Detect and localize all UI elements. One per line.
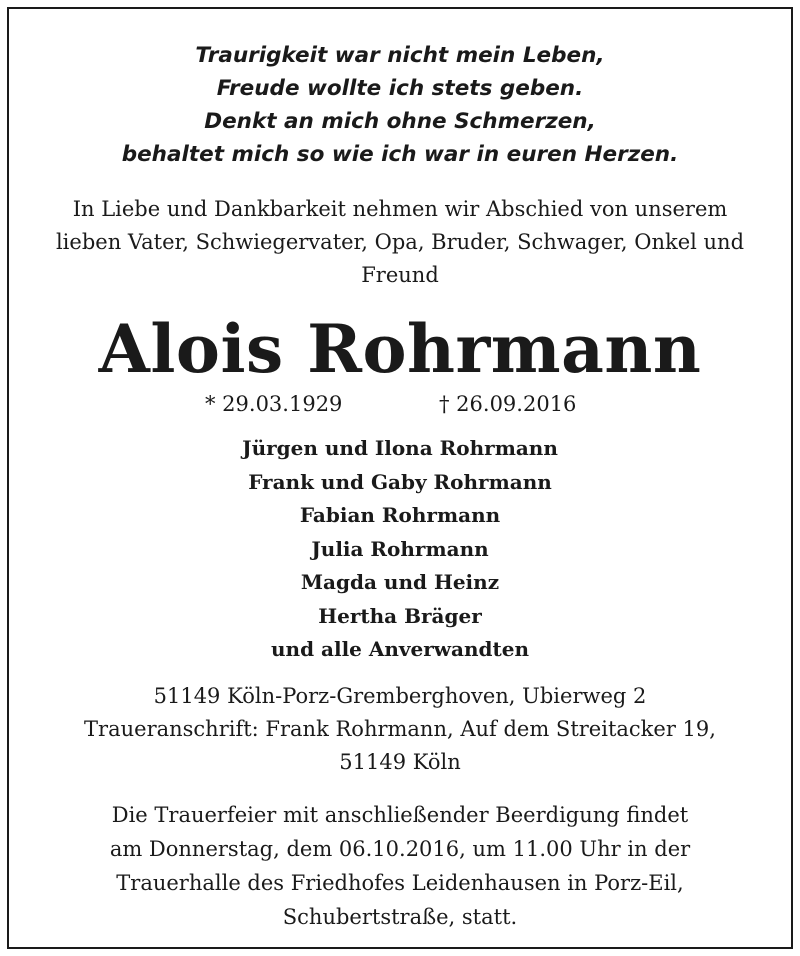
- memorial-verse: [9, 39, 791, 171]
- obituary-notice: [9, 9, 791, 947]
- verse-line: Denkt an mich ohne Schmerzen,: [204, 109, 596, 134]
- funeral-line: Trauerhalle des Friedhofes Leidenhausen in Porz-Eil,: [116, 871, 684, 895]
- mourner-entry: Jürgen und Ilona Rohrmann: [242, 436, 558, 460]
- mourner-entry: Frank und Gaby Rohrmann: [248, 469, 552, 494]
- funeral-line: Schubertstraße, statt.: [282, 905, 518, 929]
- mourner-entry: Hertha Bräger: [318, 603, 482, 628]
- mourner-entry: Magda und Heinz: [300, 570, 500, 594]
- mourner-entry: Fabian Rohrmann: [299, 503, 501, 527]
- farewell-intro: [9, 193, 791, 292]
- mourners-list: [9, 432, 791, 667]
- verse-line: behaltet mich so wie ich war in euren Herzen.: [121, 142, 679, 167]
- intro-line: Freund: [361, 263, 439, 287]
- death-date: † 26.09.2016: [439, 392, 577, 416]
- address-line: 51149 Köln-Porz-Gremberghoven, Ubierweg 2: [153, 684, 647, 708]
- obituary-border: [7, 7, 793, 949]
- mourner-entry: Julia Rohrmann: [311, 536, 489, 561]
- intro-line: lieben Vater, Schwiegervater, Opa, Bruder, Schwager, Onkel und: [55, 230, 745, 254]
- mourning-address: [9, 680, 791, 779]
- mourner-entry: und alle Anverwandten: [270, 637, 530, 661]
- verse-line: Traurigkeit war nicht mein Leben,: [195, 43, 605, 68]
- verse-line: Freude wollte ich stets geben.: [216, 76, 584, 101]
- funeral-line: am Donnerstag, dem 06.10.2016, um 11.00 Uhr in der: [109, 837, 691, 861]
- address-line: 51149 Köln: [339, 750, 461, 774]
- deceased-name: Alois Rohrmann: [98, 310, 702, 388]
- funeral-line: Die Trauerfeier mit anschließender Beerdigung findet: [111, 803, 689, 827]
- funeral-details: [9, 798, 791, 934]
- intro-line: In Liebe und Dankbarkeit nehmen wir Abschied von unserem: [72, 197, 728, 221]
- address-line: Traueranschrift: Frank Rohrmann, Auf dem Streitacker 19,: [84, 717, 716, 741]
- birth-date: * 29.03.1929: [205, 392, 343, 416]
